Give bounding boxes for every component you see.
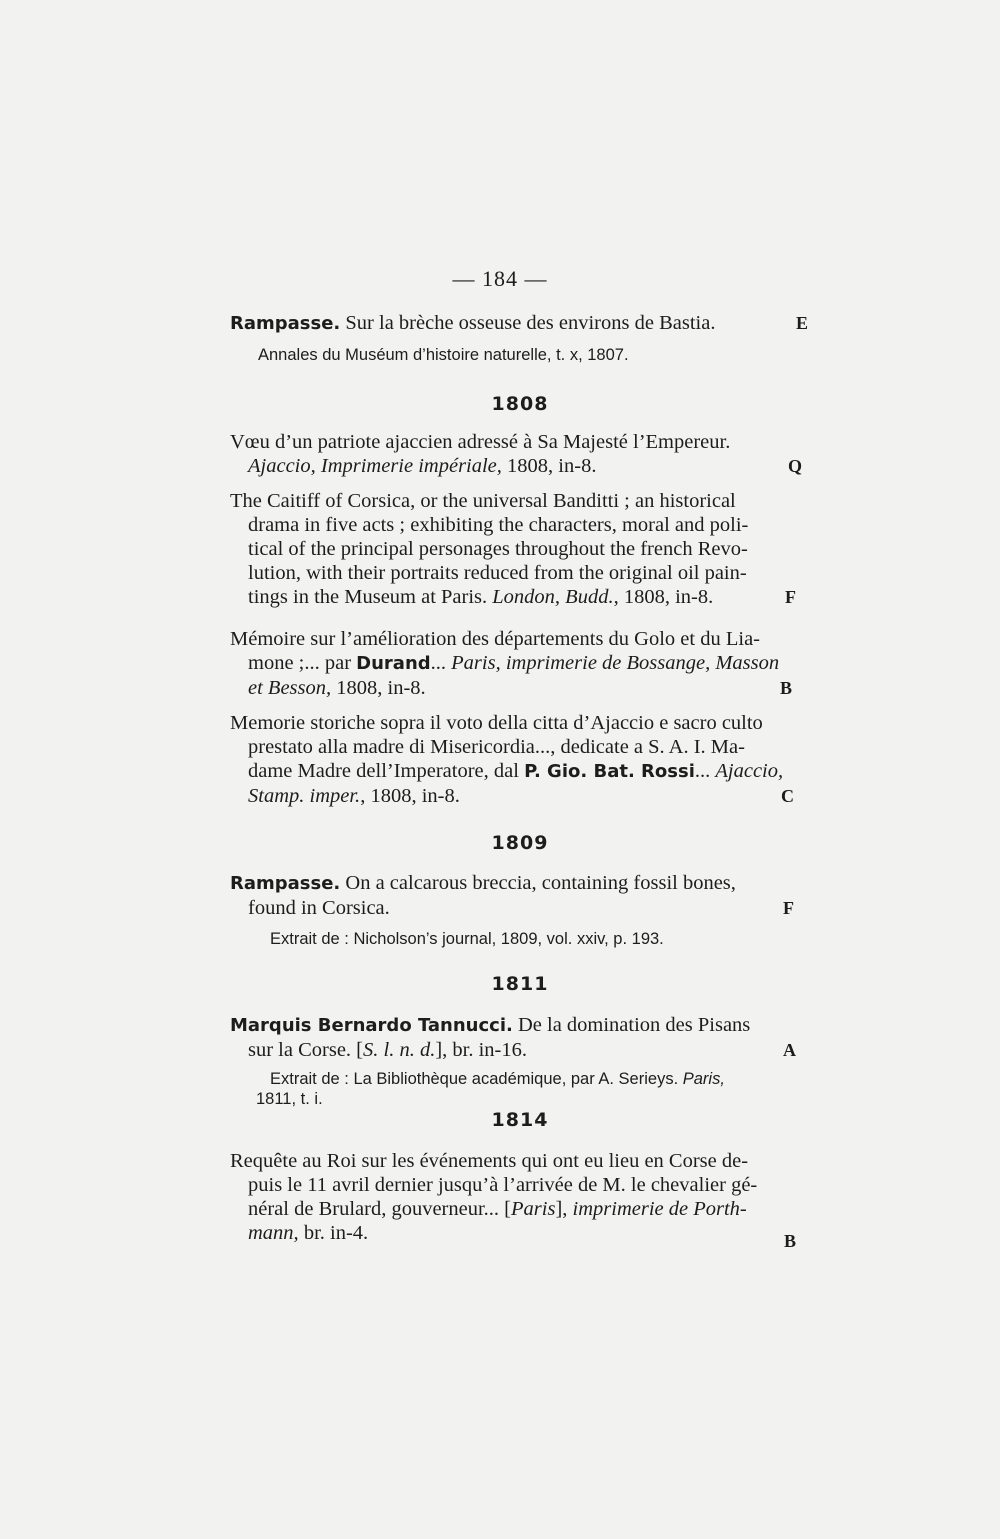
library-code: B <box>783 1231 796 1251</box>
year-heading-1808: 1808 <box>491 393 549 415</box>
entry-line: néral de Brulard, gouverneur... [ <box>248 1198 511 1220</box>
note-text: Annales du Muséum d’histoire naturelle, t. x, 1807. <box>258 346 629 364</box>
entry-line: puis le 11 avril dernier jusqu’à l’arrivée de M. le chevalier gé- <box>248 1174 758 1196</box>
imprint-rest: br. in-4. <box>298 1222 369 1244</box>
imprint-rest: 1808, in-8. <box>501 455 597 477</box>
imprint-rest: 1808, in-8. <box>331 677 426 699</box>
year-heading-1814: 1814 <box>491 1109 549 1131</box>
entry-tannucci <box>230 1013 810 1062</box>
entry-line: tings in the Museum at Paris. <box>248 586 493 608</box>
entry-line: Mémoire sur l’amélioration des départements du Golo et du Lia- <box>230 628 760 650</box>
entry-title: De la domination des Pisans <box>517 1014 751 1036</box>
entry-note <box>256 1069 810 1109</box>
entry-voeu-patriote <box>230 430 810 478</box>
imprint-italic: S. l. n. d. <box>363 1039 436 1061</box>
year-heading-1809: 1809 <box>491 832 549 854</box>
entry-memorie-storiche: Memorie storiche sopra il voto della citta d’Ajaccio e sacro culto prestato alla madre di Misericordia..., dedicate a S. A. I. Ma- dame Madre dell’Imperatore, dal P. Gio. Bat. Rossi... Ajaccio, Stamp. imper., 1808, in-8. C <box>230 711 810 808</box>
entry-note <box>270 929 850 949</box>
library-code: F <box>785 587 796 607</box>
author-name: P. Gio. Bat. Rossi <box>524 761 695 782</box>
entry-line: sur la Corse. [ <box>248 1039 364 1061</box>
note-text: Extrait de : Nicholson’s journal, 1809, vol. xxiv, p. 193. <box>270 930 664 948</box>
entry-title: Sur la brèche osseuse des environs de Bastia. <box>345 312 716 334</box>
imprint-rest: , 1808, in-8. <box>613 586 714 608</box>
entry-line: found in Corsica. <box>248 897 390 919</box>
entry-caitiff-of-corsica <box>230 489 810 609</box>
imprint-italic: imprimerie de Porth- <box>572 1198 747 1220</box>
note-text: Extrait de : La Bibliothèque académique, par A. Serieys. <box>270 1070 683 1088</box>
author-name: Rampasse. <box>230 313 341 334</box>
note-text: 1811, t. i. <box>256 1090 323 1108</box>
library-code: F <box>783 898 794 918</box>
entry-rampasse-1809 <box>230 871 810 920</box>
entry-line: Requête au Roi sur les événements qui ont eu lieu en Corse de- <box>230 1150 749 1172</box>
entry-rampasse-1807 <box>230 311 810 336</box>
imprint-rest: , 1808, in-8. <box>360 785 460 807</box>
entry-memoire-golo: Mémoire sur l’amélioration des départements du Golo et du Lia- mone ;... par Durand... Paris, imprimerie de Bossange, Masson et Besson, 1808, in-8. B <box>230 627 810 700</box>
imprint-italic: Ajaccio, Imprimerie impériale, <box>248 455 502 477</box>
entry-line: drama in five acts ; exhibiting the characters, moral and poli- <box>248 514 749 536</box>
library-code: E <box>795 313 808 333</box>
entry-line: The Caitiff of Corsica, or the universal Banditti ; an historical <box>230 490 736 512</box>
author-name: Marquis Bernardo Tannucci. <box>230 1015 513 1036</box>
entry-line: Memorie storiche sopra il voto della citta d’Ajaccio e sacro culto <box>230 712 763 734</box>
page-number: — 184 — <box>452 266 548 291</box>
library-code: B <box>779 678 792 698</box>
entry-line: Vœu d’un patriote ajaccien adressé à Sa Majesté l’Empereur. <box>230 431 731 453</box>
entry-line: prestato alla madre di Misericordia..., dedicate a S. A. I. Ma- <box>248 736 745 758</box>
entry-line: dame Madre dell’Imperatore, dal <box>248 760 525 782</box>
imprint-italic: Paris <box>511 1198 556 1220</box>
imprint-italic: et Besson, <box>248 677 332 699</box>
entry-note <box>258 345 838 365</box>
author-name: Durand <box>356 653 431 674</box>
imprint-italic: Ajaccio, <box>715 760 784 782</box>
entry-title: On a calcarous breccia, containing fossil bones, <box>345 872 736 894</box>
imprint-rest: ], br. in-16. <box>435 1039 528 1061</box>
imprint-italic: London, Budd. <box>492 586 614 608</box>
note-italic: Paris, <box>682 1070 725 1088</box>
entry-line: mone ;... par <box>248 652 357 674</box>
imprint-italic: mann, <box>248 1222 299 1244</box>
imprint-italic: Stamp. imper. <box>248 785 361 807</box>
library-code: Q <box>787 456 802 476</box>
year-heading-1811: 1811 <box>491 973 549 995</box>
imprint-italic: Paris, imprimerie de Bossange, Masson <box>451 652 780 674</box>
entry-line: tical of the principal personages throughout the french Revo- <box>248 538 748 560</box>
entry-line: lution, with their portraits reduced from the original oil pain- <box>248 562 747 584</box>
library-code: C <box>781 786 794 806</box>
entry-requete-au-roi: Requête au Roi sur les événements qui ont eu lieu en Corse de- puis le 11 avril dernier jusqu’à l’arrivée de M. le chevalier gé- néral de Brulard, gouverneur... [Paris], imprimerie de Porth- mann, br. in-4. B <box>230 1149 810 1245</box>
author-name: Rampasse. <box>230 873 341 894</box>
library-code: A <box>783 1040 796 1060</box>
